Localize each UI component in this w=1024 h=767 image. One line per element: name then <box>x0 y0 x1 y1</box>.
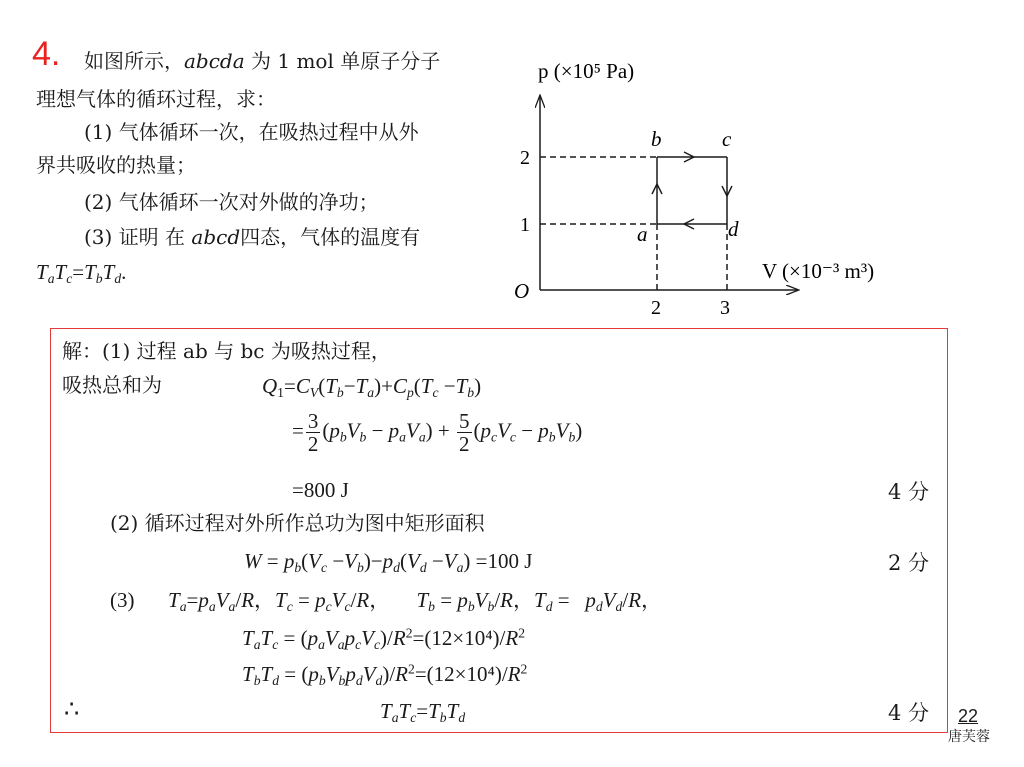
part-2-text: (2) 循环过程对外所作总功为图中矩形面积 <box>110 511 485 535</box>
conclusion-equation: $T_aT_c=T_bT_d$ <box>380 699 466 726</box>
work-equation: $W = p_b(V_c -V_b)-p_d(V_d -V_a) =100$ J <box>244 549 533 576</box>
x-tick-3: 3 <box>720 297 730 319</box>
question-3: (3) 证明 在 abcd四态，气体的温度有 <box>84 225 421 249</box>
problem-line-2: 理想气体的循环过程，求： <box>36 87 276 111</box>
therefore-symbol: ∴ <box>64 697 80 723</box>
y-axis-label: p (×10⁵ Pa) <box>538 59 635 83</box>
score-part-1: 4 分 <box>888 480 930 504</box>
question-1-line-a: (1) 气体循环一次，在吸热过程中从外 <box>84 120 419 144</box>
fraction-3-2: $\frac{3}{2}$ <box>307 409 319 456</box>
part-3-label: (3) <box>110 588 135 612</box>
tbtd-equation: $T_bT_d = (p_bV_bp_dV_d)/R^2=(12\times 10^4)/R^2$ <box>242 661 528 689</box>
y-tick-1: 1 <box>520 214 530 236</box>
y-tick-2: 2 <box>520 147 530 169</box>
temperature-definitions: $T_a=p_aV_a/R$，$T_c = p_cV_c/R$， $T_b = p_bV_b/R$，$T_d = p_dV_d/R$， <box>168 588 663 615</box>
q1-result: =800 J <box>292 478 349 502</box>
pv-diagram <box>500 48 900 320</box>
q1-expanded: = $\frac{3}{2}$ $(p_bV_b - p_aV_a)$ + $\frac{5}{2}$ $(p_cV_c - p_bV_b)$ <box>292 409 583 456</box>
point-c-label: c <box>722 127 732 151</box>
question-3-equation: $T_aT_c=T_bT_d$. <box>36 260 127 287</box>
heat-sum-label: 吸热总和为 <box>62 373 162 397</box>
solution-intro: 解：(1) 过程 ab 与 bc 为吸热过程， <box>62 339 391 363</box>
point-a-label: a <box>637 222 648 246</box>
cycle-path <box>652 152 732 229</box>
origin-label: O <box>514 279 530 303</box>
problem-line-1: 如图所示，abcda 为 1 mol 单原子分子 <box>84 49 441 73</box>
page-number: 22 <box>958 706 979 726</box>
x-tick-2: 2 <box>651 297 661 319</box>
question-1-line-b: 界共吸收的热量； <box>36 153 196 177</box>
question-2: (2) 气体循环一次对外做的净功； <box>84 190 379 214</box>
point-b-label: b <box>651 127 662 151</box>
q1-equation: $Q_1=C_V(T_b-T_a)+C_p(T_c -T_b)$ <box>262 374 482 401</box>
problem-number: 4. <box>32 35 61 73</box>
point-d-label: d <box>728 217 739 241</box>
x-axis-label: V (×10⁻³ m³) <box>762 259 875 283</box>
tatc-equation: $T_aT_c = (p_aV_ap_cV_c)/R^2=(12\times 10^4)/R^2$ <box>242 625 526 653</box>
author-name: 唐芙蓉 <box>948 729 990 745</box>
score-part-3: 4 分 <box>888 701 930 725</box>
score-part-2: 2 分 <box>888 551 930 575</box>
fraction-5-2: $\frac{5}{2}$ <box>459 409 470 456</box>
